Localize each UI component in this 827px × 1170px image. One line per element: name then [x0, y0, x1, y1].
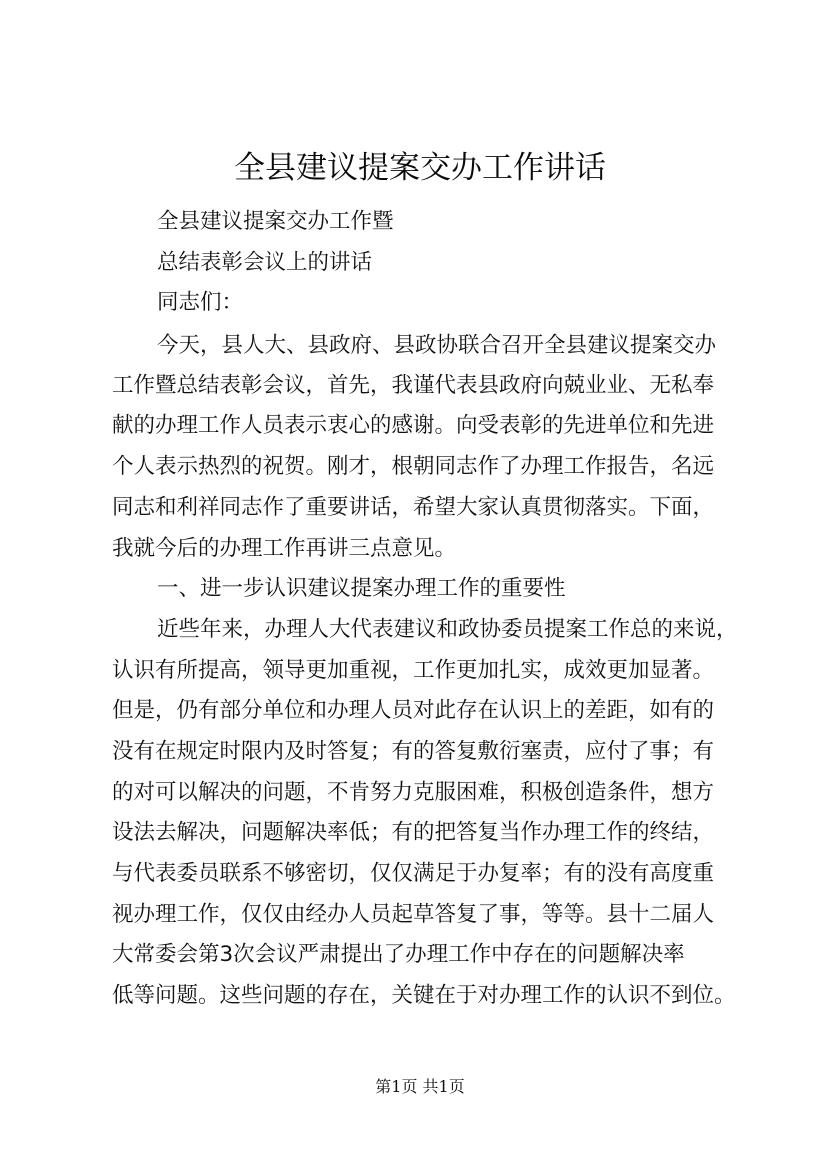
text-line: 工作暨总结表彰会议，首先，我谨代表县政府向兢业业、无私奉 — [112, 373, 715, 398]
page-footer: 第1页 共1页 — [375, 1077, 465, 1096]
text-line: 我就今后的办理工作再讲三点意见。 — [112, 536, 457, 561]
text-line: 但是，仍有部分单位和办理人员对此存在认识上的差距，如有的 — [112, 698, 715, 723]
text-line: 近些年来，办理人大代表建议和政协委员提案工作总的来说， — [157, 617, 738, 642]
text-line: 今天，县人大、县政府、县政协联合召开全县建议提案交办 — [157, 333, 717, 358]
text-line: 没有在规定时限内及时答复；有的答复敷衍塞责，应付了事；有 — [112, 739, 715, 764]
text-line: 视办理工作，仅仅由经办人员起草答复了事，等等。县十二届人 — [112, 902, 715, 927]
section-heading: 一、进一步认识建议提案办理工作的重要性 — [157, 576, 566, 601]
text-line: 总结表彰会议上的讲话 — [157, 250, 373, 275]
text-line: 认识有所提高，领导更加重视，工作更加扎实，成效更加显著。 — [112, 658, 715, 683]
text-line: 献的办理工作人员表示衷心的感谢。向受表彰的先进单位和先进 — [112, 413, 715, 438]
text-line: 同志和利祥同志作了重要讲话，希望大家认真贯彻落实。下面， — [112, 495, 715, 520]
text-line: 同志们： — [157, 290, 244, 315]
text-line: 低等问题。这些问题的存在，关键在于对办理工作的认识不到位。 — [112, 983, 736, 1008]
document-title: 全县建议提案交办工作讲话 — [234, 150, 606, 186]
text-line: 全县建议提案交办工作暨 — [157, 209, 394, 234]
text-line: 大常委会第3次会议严肃提出了办理工作中存在的问题解决率 — [112, 942, 685, 967]
text-line: 个人表示热烈的祝贺。刚才，根朝同志作了办理工作报告，名远 — [112, 454, 715, 479]
text-line: 设法去解决，问题解决率低；有的把答复当作办理工作的终结， — [112, 820, 715, 845]
text-line: 与代表委员联系不够密切，仅仅满足于办复率；有的没有高度重 — [112, 861, 715, 886]
text-line: 的对可以解决的问题，不肯努力克服困难，积极创造条件，想方 — [112, 780, 715, 805]
